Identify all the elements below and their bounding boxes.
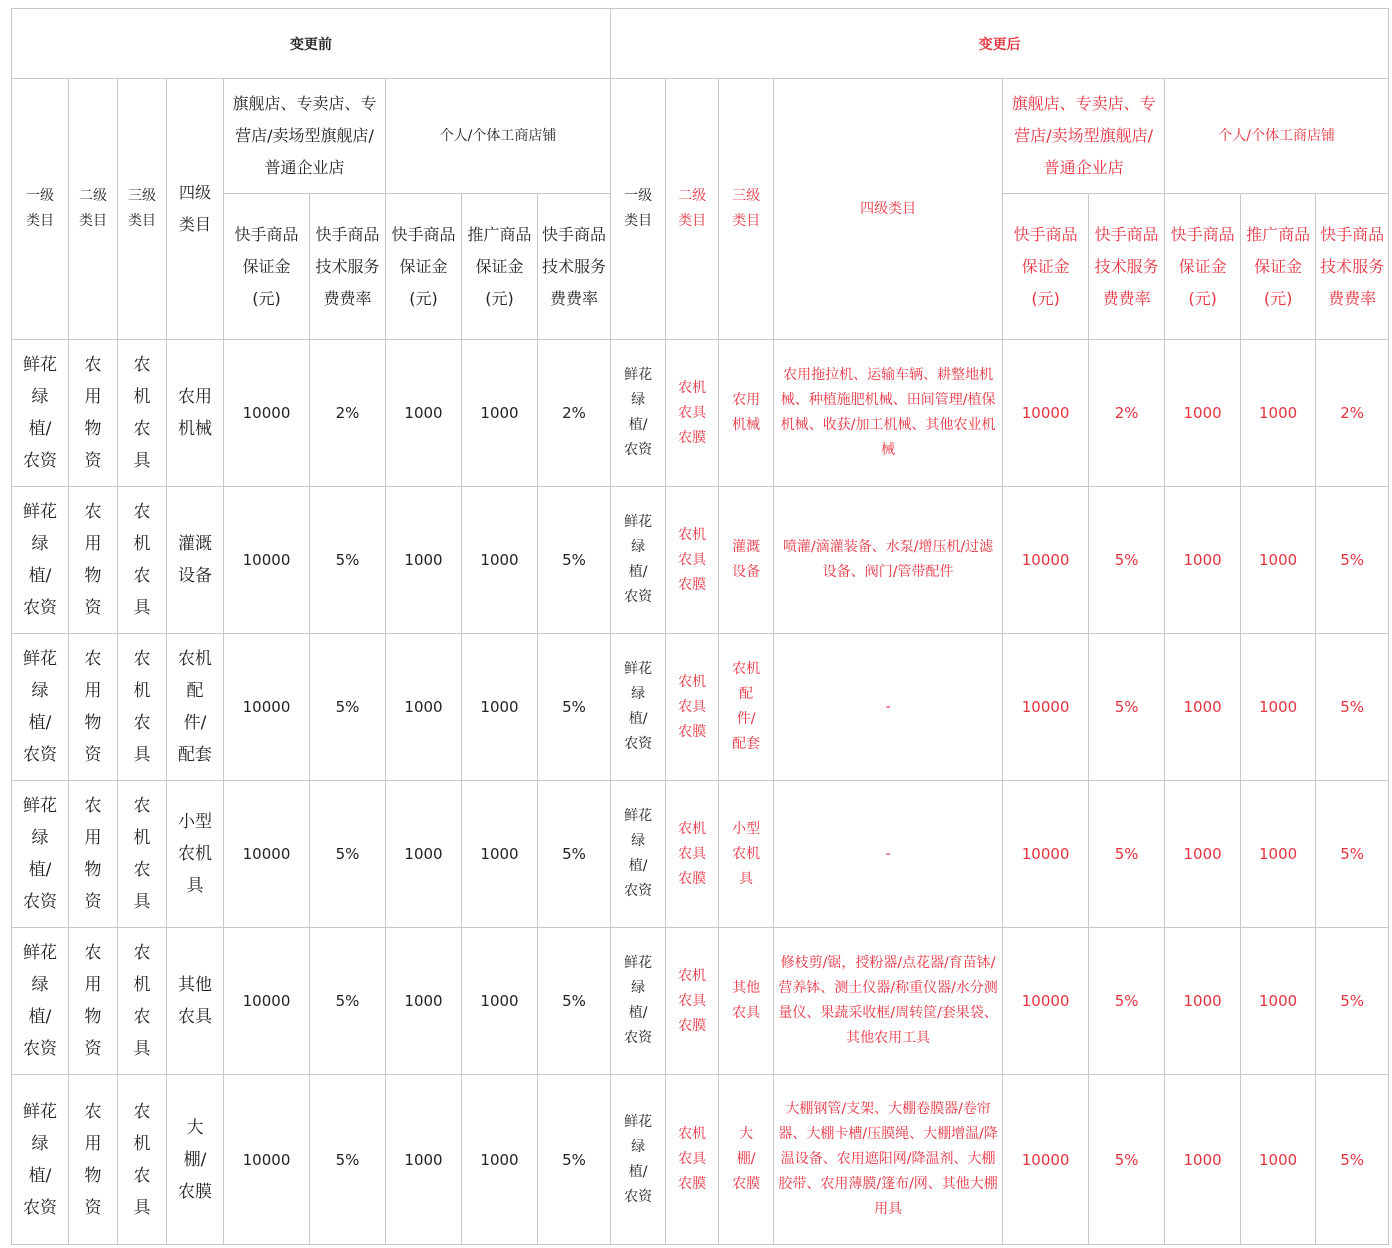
after-level1-cell: 鲜花绿植/农资: [611, 781, 666, 928]
before-header-personal-group: 个人/个体工商店铺: [386, 79, 611, 194]
before-rate-cell: 2%: [310, 340, 386, 487]
after-level4-cell: 喷灌/滴灌装备、水泵/增压机/过滤设备、阀门/管带配件: [774, 487, 1003, 634]
before-level1-cell: 鲜花绿植/农资: [12, 1075, 69, 1245]
after-promo-deposit-cell: 1000: [1241, 1075, 1316, 1245]
before-personal-rate-cell: 5%: [538, 781, 611, 928]
after-header-personal-rate: 快手商品技术服务费费率: [1316, 194, 1389, 340]
before-level4-cell: 小型农机具: [167, 781, 224, 928]
before-header-level4: 四级类目: [167, 79, 224, 340]
before-personal-rate-cell: 5%: [538, 487, 611, 634]
before-level1-cell: 鲜花绿植/农资: [12, 340, 69, 487]
before-deposit-cell: 10000: [224, 781, 310, 928]
before-header-level2: 二级类目: [69, 79, 118, 340]
after-header-flagship-group: 旗舰店、专卖店、专营店/卖场型旗舰店/普通企业店: [1003, 79, 1165, 194]
before-promo-deposit-cell: 1000: [462, 340, 538, 487]
table-row: [12, 1075, 1389, 1245]
table-row: [12, 487, 1389, 634]
before-rate-cell: 5%: [310, 928, 386, 1075]
after-level4-cell: -: [774, 781, 1003, 928]
before-promo-deposit-cell: 1000: [462, 1075, 538, 1245]
after-header-level4: 四级类目: [774, 79, 1003, 340]
before-personal-rate-cell: 2%: [538, 340, 611, 487]
after-level2-cell: 农机农具农膜: [666, 781, 719, 928]
after-level3-cell: 农用机械: [719, 340, 774, 487]
after-personal-deposit-cell: 1000: [1165, 781, 1241, 928]
after-level1-cell: 鲜花绿植/农资: [611, 928, 666, 1075]
before-deposit-cell: 10000: [224, 487, 310, 634]
after-header-promo-deposit: 推广商品保证金(元): [1241, 194, 1316, 340]
after-level4-cell: 修枝剪/锯，授粉器/点花器/育苗钵/营养钵、测土仪器/称重仪器/水分测量仪、果蔬采收框/周转筐/套果袋、其他农用工具: [774, 928, 1003, 1075]
after-promo-deposit-cell: 1000: [1241, 487, 1316, 634]
before-deposit-cell: 10000: [224, 1075, 310, 1245]
after-rate-cell: 5%: [1089, 1075, 1165, 1245]
after-level2-cell: 农机农具农膜: [666, 928, 719, 1075]
after-level2-cell: 农机农具农膜: [666, 1075, 719, 1245]
after-level4-cell: 大棚钢管/支架、大棚卷膜器/卷帘器、大棚卡槽/压膜绳、大棚增温/降温设备、农用遮阳网/降温剂、大棚胶带、农用薄膜/篷布/网、其他大棚用具: [774, 1075, 1003, 1245]
before-promo-deposit-cell: 1000: [462, 928, 538, 1075]
before-level3-cell: 农机农具: [118, 781, 167, 928]
before-level4-cell: 农机配件/配套: [167, 634, 224, 781]
before-level2-cell: 农用物资: [69, 634, 118, 781]
before-deposit-cell: 10000: [224, 340, 310, 487]
before-level2-cell: 农用物资: [69, 928, 118, 1075]
before-personal-rate-cell: 5%: [538, 928, 611, 1075]
before-header-level1: 一级类目: [12, 79, 69, 340]
before-header-personal-deposit: 快手商品保证金(元): [386, 194, 462, 340]
before-level1-cell: 鲜花绿植/农资: [12, 487, 69, 634]
before-level1-cell: 鲜花绿植/农资: [12, 634, 69, 781]
after-section-title: 变更后: [611, 9, 1389, 79]
after-header-rate: 快手商品技术服务费费率: [1089, 194, 1165, 340]
after-deposit-cell: 10000: [1003, 340, 1089, 487]
before-header-promo-deposit: 推广商品保证金(元): [462, 194, 538, 340]
after-header-level2: 二级类目: [666, 79, 719, 340]
before-rate-cell: 5%: [310, 634, 386, 781]
after-level3-cell: 小型农机具: [719, 781, 774, 928]
before-level3-cell: 农机农具: [118, 634, 167, 781]
after-deposit-cell: 10000: [1003, 928, 1089, 1075]
before-rate-cell: 5%: [310, 487, 386, 634]
after-header-deposit: 快手商品保证金 (元): [1003, 194, 1089, 340]
comparison-table: [11, 8, 1389, 1245]
before-promo-deposit-cell: 1000: [462, 487, 538, 634]
after-deposit-cell: 10000: [1003, 781, 1089, 928]
after-header-personal-deposit: 快手商品保证金(元): [1165, 194, 1241, 340]
after-header-level3: 三级类目: [719, 79, 774, 340]
before-level2-cell: 农用物资: [69, 1075, 118, 1245]
after-level1-cell: 鲜花绿植/农资: [611, 634, 666, 781]
before-level3-cell: 农机农具: [118, 340, 167, 487]
after-promo-deposit-cell: 1000: [1241, 340, 1316, 487]
after-personal-rate-cell: 5%: [1316, 928, 1389, 1075]
after-level1-cell: 鲜花绿植/农资: [611, 487, 666, 634]
after-rate-cell: 5%: [1089, 781, 1165, 928]
after-header-level1: 一级类目: [611, 79, 666, 340]
before-level4-cell: 农用机械: [167, 340, 224, 487]
after-personal-deposit-cell: 1000: [1165, 928, 1241, 1075]
after-level2-cell: 农机农具农膜: [666, 487, 719, 634]
before-personal-deposit-cell: 1000: [386, 1075, 462, 1245]
after-promo-deposit-cell: 1000: [1241, 928, 1316, 1075]
table-row: [12, 634, 1389, 781]
after-promo-deposit-cell: 1000: [1241, 781, 1316, 928]
after-rate-cell: 5%: [1089, 634, 1165, 781]
before-level4-cell: 灌溉设备: [167, 487, 224, 634]
table-row: [12, 928, 1389, 1075]
after-level2-cell: 农机农具农膜: [666, 340, 719, 487]
before-deposit-cell: 10000: [224, 634, 310, 781]
before-rate-cell: 5%: [310, 781, 386, 928]
before-rate-cell: 5%: [310, 1075, 386, 1245]
after-personal-deposit-cell: 1000: [1165, 634, 1241, 781]
after-personal-rate-cell: 5%: [1316, 487, 1389, 634]
before-level4-cell: 其他农具: [167, 928, 224, 1075]
before-level3-cell: 农机农具: [118, 928, 167, 1075]
before-personal-deposit-cell: 1000: [386, 340, 462, 487]
after-personal-deposit-cell: 1000: [1165, 340, 1241, 487]
after-personal-rate-cell: 2%: [1316, 340, 1389, 487]
before-personal-deposit-cell: 1000: [386, 781, 462, 928]
before-section-title: 变更前: [12, 9, 611, 79]
before-level2-cell: 农用物资: [69, 487, 118, 634]
before-level2-cell: 农用物资: [69, 340, 118, 487]
after-deposit-cell: 10000: [1003, 634, 1089, 781]
after-promo-deposit-cell: 1000: [1241, 634, 1316, 781]
after-personal-deposit-cell: 1000: [1165, 1075, 1241, 1245]
after-personal-rate-cell: 5%: [1316, 1075, 1389, 1245]
after-personal-rate-cell: 5%: [1316, 781, 1389, 928]
before-deposit-cell: 10000: [224, 928, 310, 1075]
before-personal-deposit-cell: 1000: [386, 928, 462, 1075]
after-level1-cell: 鲜花绿植/农资: [611, 1075, 666, 1245]
after-level3-cell: 其他农具: [719, 928, 774, 1075]
table-row: [12, 781, 1389, 928]
after-level4-cell: 农用拖拉机、运输车辆、耕整地机械、种植施肥机械、田间管理/植保机械、收获/加工机械、其他农业机械: [774, 340, 1003, 487]
after-personal-rate-cell: 5%: [1316, 634, 1389, 781]
after-header-personal-group: 个人/个体工商店铺: [1165, 79, 1389, 194]
before-personal-deposit-cell: 1000: [386, 487, 462, 634]
after-level3-cell: 大棚/农膜: [719, 1075, 774, 1245]
before-header-level3: 三级类目: [118, 79, 167, 340]
after-rate-cell: 5%: [1089, 487, 1165, 634]
after-level2-cell: 农机农具农膜: [666, 634, 719, 781]
before-level4-cell: 大棚/农膜: [167, 1075, 224, 1245]
after-rate-cell: 2%: [1089, 340, 1165, 487]
table-row: [12, 340, 1389, 487]
after-deposit-cell: 10000: [1003, 1075, 1089, 1245]
after-personal-deposit-cell: 1000: [1165, 487, 1241, 634]
before-header-deposit: 快手商品保证金 (元): [224, 194, 310, 340]
before-level1-cell: 鲜花绿植/农资: [12, 781, 69, 928]
after-level3-cell: 灌溉设备: [719, 487, 774, 634]
before-promo-deposit-cell: 1000: [462, 781, 538, 928]
before-header-flagship-group: 旗舰店、专卖店、专营店/卖场型旗舰店/普通企业店: [224, 79, 386, 194]
after-deposit-cell: 10000: [1003, 487, 1089, 634]
before-header-rate: 快手商品技术服务费费率: [310, 194, 386, 340]
after-level1-cell: 鲜花绿植/农资: [611, 340, 666, 487]
before-header-personal-rate: 快手商品技术服务费费率: [538, 194, 611, 340]
before-personal-rate-cell: 5%: [538, 1075, 611, 1245]
before-personal-deposit-cell: 1000: [386, 634, 462, 781]
before-level2-cell: 农用物资: [69, 781, 118, 928]
before-level3-cell: 农机农具: [118, 487, 167, 634]
after-level3-cell: 农机配件/配套: [719, 634, 774, 781]
before-level3-cell: 农机农具: [118, 1075, 167, 1245]
after-level4-cell: -: [774, 634, 1003, 781]
before-level1-cell: 鲜花绿植/农资: [12, 928, 69, 1075]
before-personal-rate-cell: 5%: [538, 634, 611, 781]
after-rate-cell: 5%: [1089, 928, 1165, 1075]
before-promo-deposit-cell: 1000: [462, 634, 538, 781]
